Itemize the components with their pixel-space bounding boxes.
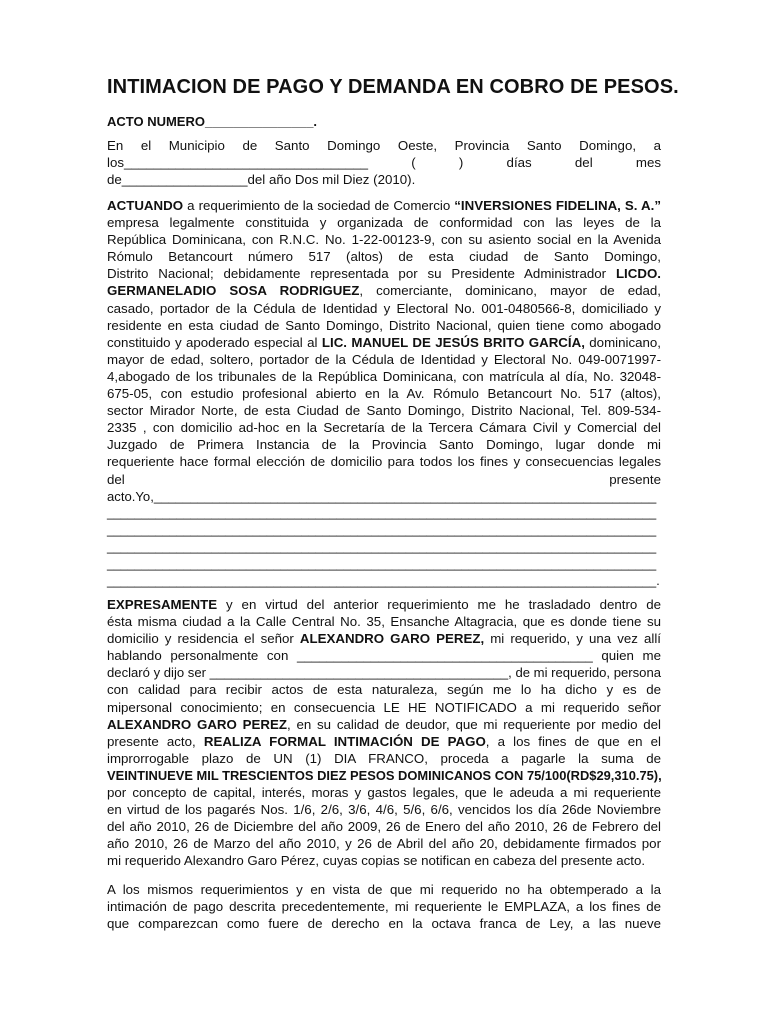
text: casado, portador de la Cédula de Identidad y Electoral No. 001-0480566-8, domiciliado y — [107, 300, 661, 316]
text-line — [107, 402, 661, 419]
text-line — [107, 436, 661, 453]
text-line — [107, 596, 661, 613]
text: _______________________________________________________________________________ — [107, 522, 657, 537]
text: empresa legalmente constituida y organizada de conformidad con las leyes de la — [107, 215, 661, 231]
expresamente-paragraph — [107, 596, 661, 870]
text-line — [107, 197, 661, 214]
text: por concepto de capital, interés, moras y gastos legales, que le adeuda a mi requeriente — [107, 785, 661, 801]
text-line — [107, 767, 661, 784]
text: sector Mirador Norte, de esta Ciudad de Santo Domingo, Distrito Nacional, Tel. 809-534- — [107, 403, 661, 419]
text-line — [107, 733, 661, 750]
mismos-requerimientos-paragraph — [107, 881, 661, 932]
text: declaró y dijo ser _________________________________________, de mi requerido, persona — [107, 665, 662, 681]
text-line — [107, 385, 661, 402]
text-line — [107, 613, 661, 630]
text-line — [107, 647, 661, 664]
text-line — [107, 368, 661, 385]
text: _______________________________________________________________________________. — [107, 574, 660, 589]
text-line — [107, 664, 661, 681]
text: en virtud de los pagarés Nos. 1/6, 2/6, 3/6, 4/6, 5/6, 6/6, vencidos los día 26de Noviembre — [107, 802, 661, 818]
text: 2335 , con domicilio ad-hoc en la Secretaría de la Tercera Cámara Civil y Comercial del — [107, 420, 661, 436]
text-line — [107, 818, 661, 835]
text: ésta misma ciudad a la Calle Central No. 35, Ensanche Altagracia, que es donde tiene su — [107, 614, 661, 630]
text: constituido y apoderado especial al — [107, 334, 322, 350]
text-line — [107, 214, 661, 231]
text-line — [107, 539, 661, 556]
text-line — [107, 522, 661, 539]
text-line — [107, 699, 661, 716]
text: Juzgado de Primera Instancia de la Provincia Santo Domingo, lugar donde mi — [107, 437, 661, 453]
text: presente acto, — [107, 733, 204, 749]
text-line — [107, 334, 661, 351]
text: residente en esta ciudad de Santo Domingo, Distrito Nacional, quien tiene como abogado — [107, 317, 661, 333]
text-line — [107, 351, 661, 368]
text: Rómulo Betancourt número 517 (altos) de esta ciudad de Santo Domingo, — [107, 249, 661, 265]
text-line — [107, 231, 661, 248]
text-line — [107, 265, 661, 282]
text: a requerimiento de la sociedad de Comercio — [183, 198, 455, 213]
text-line — [107, 300, 661, 317]
text: año 2010, 26 de Marzo del año 2010, y 26 de Abril del año 20, debidamente firmados por — [107, 836, 661, 852]
text-line — [107, 898, 661, 915]
text: hablando personalmente con ________________________________________ quien me — [107, 648, 661, 664]
text: mipersonal conocimiento; en consecuencia LE HE NOTIFICADO a mi requerido señor — [107, 699, 661, 715]
bold-text: LICDO. — [615, 266, 661, 282]
text: del presente — [107, 471, 661, 487]
text: República Dominicana, con R.N.C. No. 1-22-00123-9, con su asiento social en la Avenida — [107, 232, 661, 248]
text-line — [107, 630, 661, 647]
text: Distrito Nacional; debidamente representada por su Presidente Administrador — [107, 266, 616, 282]
bold-text: EXPRESAMENTE — [107, 597, 218, 612]
text: mi requerido, y una vez allí — [484, 631, 661, 647]
intro-paragraph — [107, 137, 661, 188]
text: _______________________________________________________________________________ — [107, 539, 657, 554]
text: requeriente hace formal elección de domicilio para todos los fines y consecuencias legales — [107, 454, 661, 470]
text: 675-05, con estudio profesional abierto en la Av. Rómulo Betancourt No. 517 (altos), — [107, 386, 661, 402]
intro-line: los_________________________________ ( ) días del mes — [107, 155, 661, 171]
text-line — [107, 505, 661, 522]
text: acto.Yo,_____________________________________________________________________ — [107, 488, 657, 504]
text-line — [107, 835, 661, 852]
intro-line: de_________________del año Dos mil Diez (2010). — [107, 172, 416, 188]
text-line — [107, 750, 661, 767]
text-line — [107, 784, 661, 801]
text-line — [107, 471, 661, 488]
text-line — [107, 681, 661, 698]
text: mayor de edad, soltero, portador de la Cédula de Identidad y Electoral No. 049-0071997- — [107, 351, 661, 367]
text: que comparezcan como fuere de derecho en la octava franca de Ley, a las nueve — [107, 916, 661, 932]
text-line — [107, 453, 661, 470]
text: _______________________________________________________________________________ — [107, 556, 657, 571]
text-line — [107, 282, 661, 299]
text: _______________________________________________________________________________ — [107, 505, 657, 520]
acto-numero: ACTO NUMERO_______________. — [107, 114, 318, 129]
text-line — [107, 573, 661, 590]
text: intimación de pago descrita precedentemente, mi requeriente le EMPLAZA, a los fines de — [107, 899, 661, 915]
text: , comerciante, dominicano, mayor de edad, — [359, 283, 661, 299]
bold-text: LIC. MANUEL DE JESÚS BRITO GARCÍA, — [321, 334, 585, 350]
text: , en su calidad de deudor, que mi requeriente por medio del — [287, 716, 662, 732]
bold-text: ALEXANDRO GARO PEREZ, — [299, 631, 485, 647]
text: dominicano, — [584, 334, 661, 350]
text: 4,abogado de los tribunales de la República Dominicana, con matrícula al día, No. 32048- — [107, 368, 661, 384]
text: A los mismos requerimientos y en vista de que mi requerido no ha obtemperado a la — [107, 882, 661, 897]
text-line — [107, 317, 661, 334]
bold-text: VEINTINUEVE MIL TRESCIENTOS DIEZ PESOS DOMINICANOS CON 75/100(RD$29,310.75), — [107, 767, 662, 783]
bold-text: ALEXANDRO GARO PEREZ — [107, 716, 287, 732]
bold-text: ACTUANDO — [107, 198, 184, 213]
bold-text: GERMANELADIO SOSA RODRIGUEZ — [107, 283, 360, 299]
text-line — [107, 419, 661, 436]
actuando-paragraph — [107, 197, 661, 590]
text-line — [107, 915, 661, 932]
bold-text: REALIZA FORMAL INTIMACIÓN DE PAGO — [203, 733, 486, 749]
text: domicilio y residencia el señor — [107, 631, 300, 647]
text-line — [107, 248, 661, 265]
document-title: INTIMACION DE PAGO Y DEMANDA EN COBRO DE PESOS. — [107, 76, 679, 98]
bold-text: “INVERSIONES FIDELINA, S. A.” — [454, 198, 661, 213]
text: , a los fines de que en el — [485, 733, 661, 749]
text-line — [107, 852, 661, 869]
text: y en virtud del anterior requerimiento me he trasladado dentro de — [217, 597, 661, 612]
text-line — [107, 556, 661, 573]
text-line — [107, 716, 661, 733]
text-line — [107, 801, 661, 818]
intro-line: En el Municipio de Santo Domingo Oeste, Provincia Santo Domingo, a — [107, 138, 661, 153]
text: mi requerido Alexandro Garo Pérez, cuyas copias se notifican en cabeza del presente acto. — [107, 853, 646, 869]
text-line — [107, 881, 661, 898]
text: del año 2010, 26 de Diciembre del año 2009, 26 de Enero del año 2010, 26 de Febrero del — [107, 819, 661, 835]
text: improrrogable plazo de UN (1) DIA FRANCO, proceda a pagarle la suma de — [107, 750, 661, 766]
text-line — [107, 488, 661, 505]
text: con calidad para recibir actos de esta naturaleza, según me lo ha dicho y es de — [107, 682, 661, 698]
